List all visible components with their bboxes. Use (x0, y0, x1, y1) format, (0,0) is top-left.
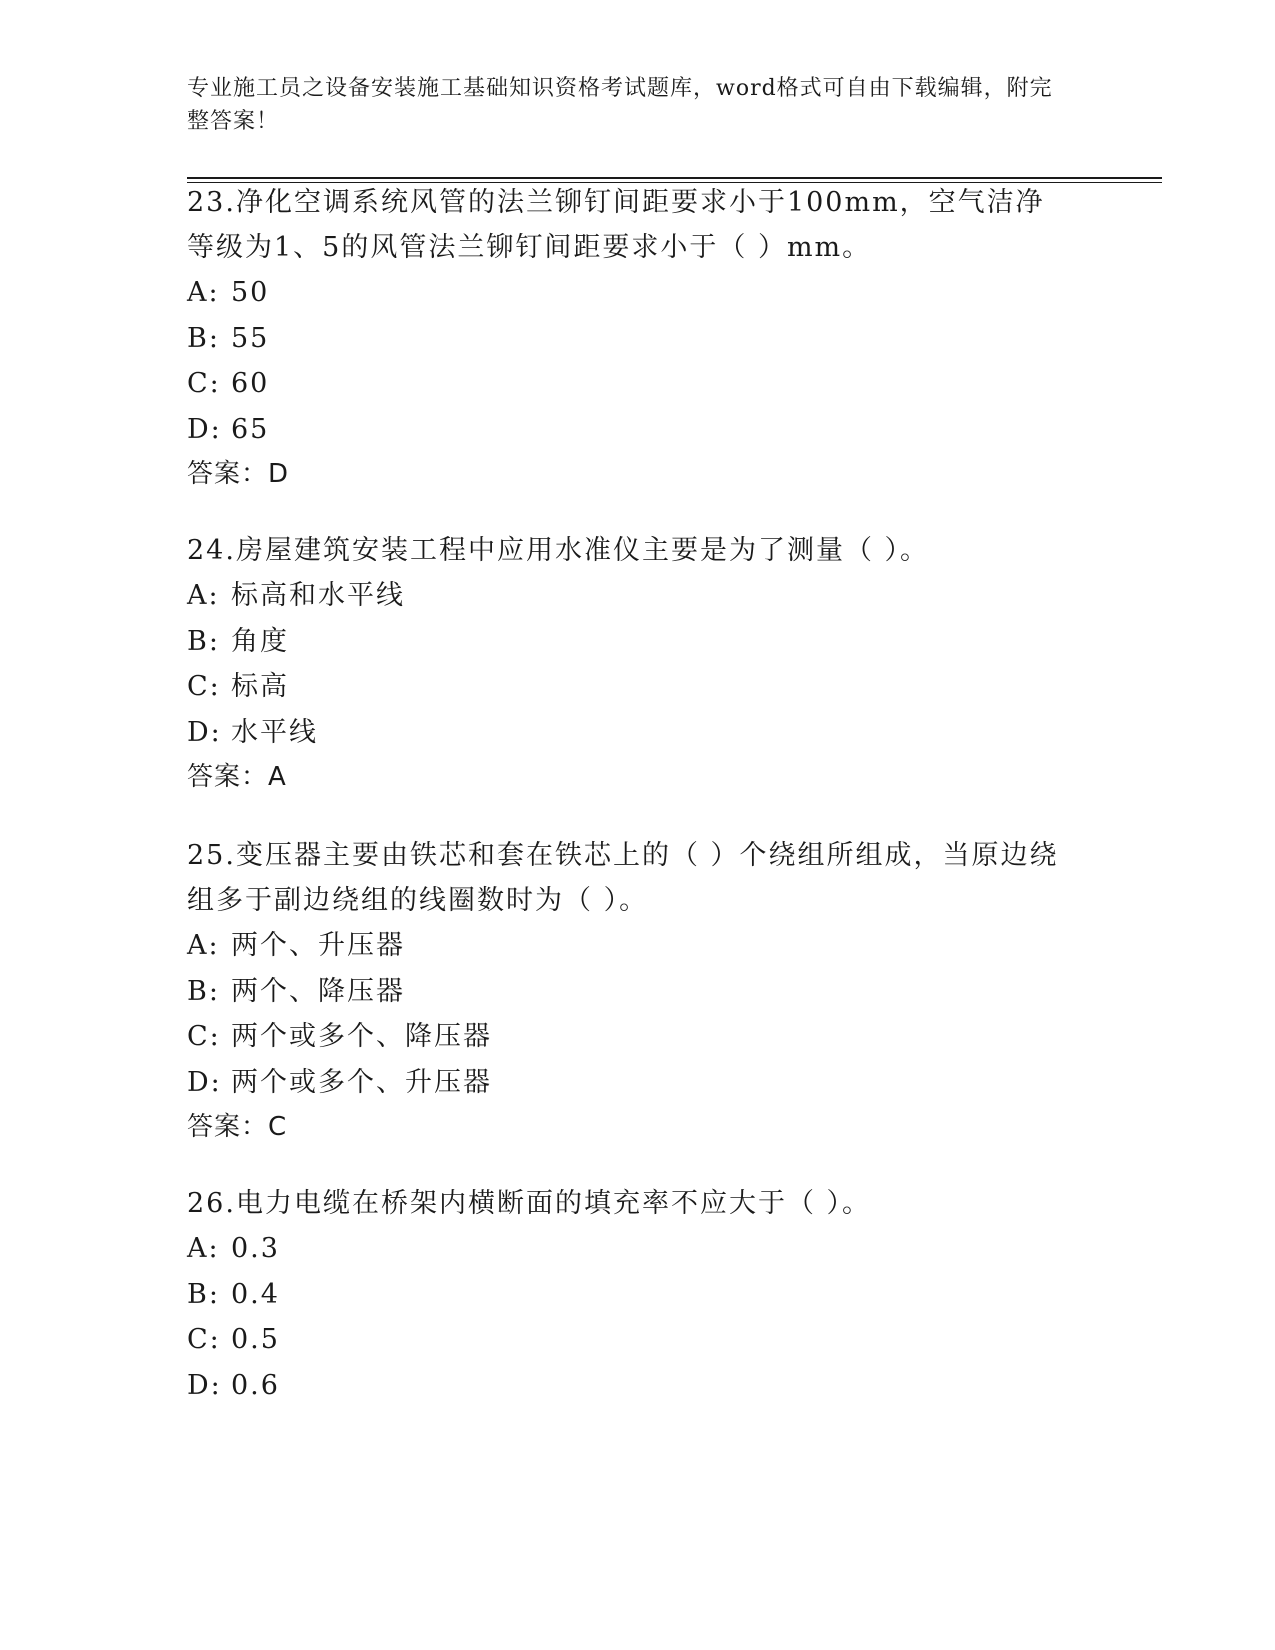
option-letter: D: (187, 413, 222, 445)
option-b (187, 1272, 1162, 1318)
option-text: 0.4 (231, 1278, 280, 1310)
option-letter: B: (187, 975, 220, 1007)
answer-line: 答案：C (187, 1112, 288, 1142)
option-letter: B: (187, 1278, 220, 1310)
option-d (187, 710, 1162, 756)
option-letter: C: (187, 671, 221, 702)
option-letter: A: (187, 277, 220, 308)
option-d (187, 1060, 1162, 1106)
option-text: 两个、降压器 (231, 975, 405, 1007)
question-stem: 25.变压器主要由铁芯和套在铁芯上的（ ）个绕组所组成，当原边绕组多于副边绕组的线圈数时为（ ）。 (187, 840, 1059, 916)
option-b (187, 316, 1162, 362)
option-letter: D: (187, 716, 222, 748)
option-d (187, 1363, 1162, 1409)
option-text: 60 (231, 368, 270, 399)
answer-line: 答案：D (187, 459, 290, 489)
option-letter: B: (187, 625, 220, 657)
question-26 (187, 1181, 1162, 1408)
option-letter: C: (187, 1324, 221, 1355)
option-letter: C: (187, 368, 221, 399)
document-page (187, 0, 1162, 1650)
option-a (187, 573, 1162, 619)
option-c (187, 1317, 1162, 1363)
header-divider-thick (187, 177, 1162, 179)
question-stem: 24.房屋建筑安装工程中应用水准仪主要是为了测量（ ）。 (187, 535, 930, 566)
option-c (187, 1014, 1162, 1060)
question-24 (187, 528, 1162, 800)
option-letter: A: (187, 1233, 220, 1264)
option-text: 50 (231, 277, 270, 308)
option-a (187, 270, 1162, 316)
option-letter: B: (187, 322, 220, 354)
document-header: 专业施工员之设备安装施工基础知识资格考试题库，word格式可自由下载编辑，附完整答案！ (187, 76, 1053, 134)
option-text: 标高 (231, 671, 289, 702)
option-b (187, 619, 1162, 665)
option-c (187, 361, 1162, 407)
option-text: 两个或多个、降压器 (231, 1021, 492, 1052)
option-letter: C: (187, 1021, 221, 1052)
option-text: 角度 (231, 625, 289, 657)
option-letter: D: (187, 1369, 222, 1401)
option-a (187, 923, 1162, 969)
option-text: 65 (231, 413, 270, 445)
answer-line: 答案：A (187, 762, 287, 792)
question-23 (187, 180, 1162, 497)
question-stem: 26.电力电缆在桥架内横断面的填充率不应大于（ ）。 (187, 1188, 872, 1219)
option-text: 水平线 (231, 716, 318, 748)
option-a (187, 1226, 1162, 1272)
question-stem: 23.净化空调系统风管的法兰铆钉间距要求小于100mm，空气洁净等级为1、5的风管法兰铆钉间距要求小于（ ）mm。 (187, 187, 1045, 263)
option-text: 0.5 (231, 1324, 280, 1355)
option-text: 0.6 (231, 1369, 280, 1401)
option-d (187, 407, 1162, 453)
option-text: 标高和水平线 (231, 580, 405, 611)
option-text: 55 (231, 322, 270, 354)
option-text: 两个、升压器 (231, 930, 405, 961)
option-c (187, 664, 1162, 710)
option-text: 两个或多个、升压器 (231, 1066, 492, 1098)
option-text: 0.3 (231, 1233, 280, 1264)
option-b (187, 969, 1162, 1015)
option-letter: A: (187, 930, 220, 961)
option-letter: A: (187, 580, 220, 611)
option-letter: D: (187, 1066, 222, 1098)
question-25 (187, 833, 1162, 1150)
